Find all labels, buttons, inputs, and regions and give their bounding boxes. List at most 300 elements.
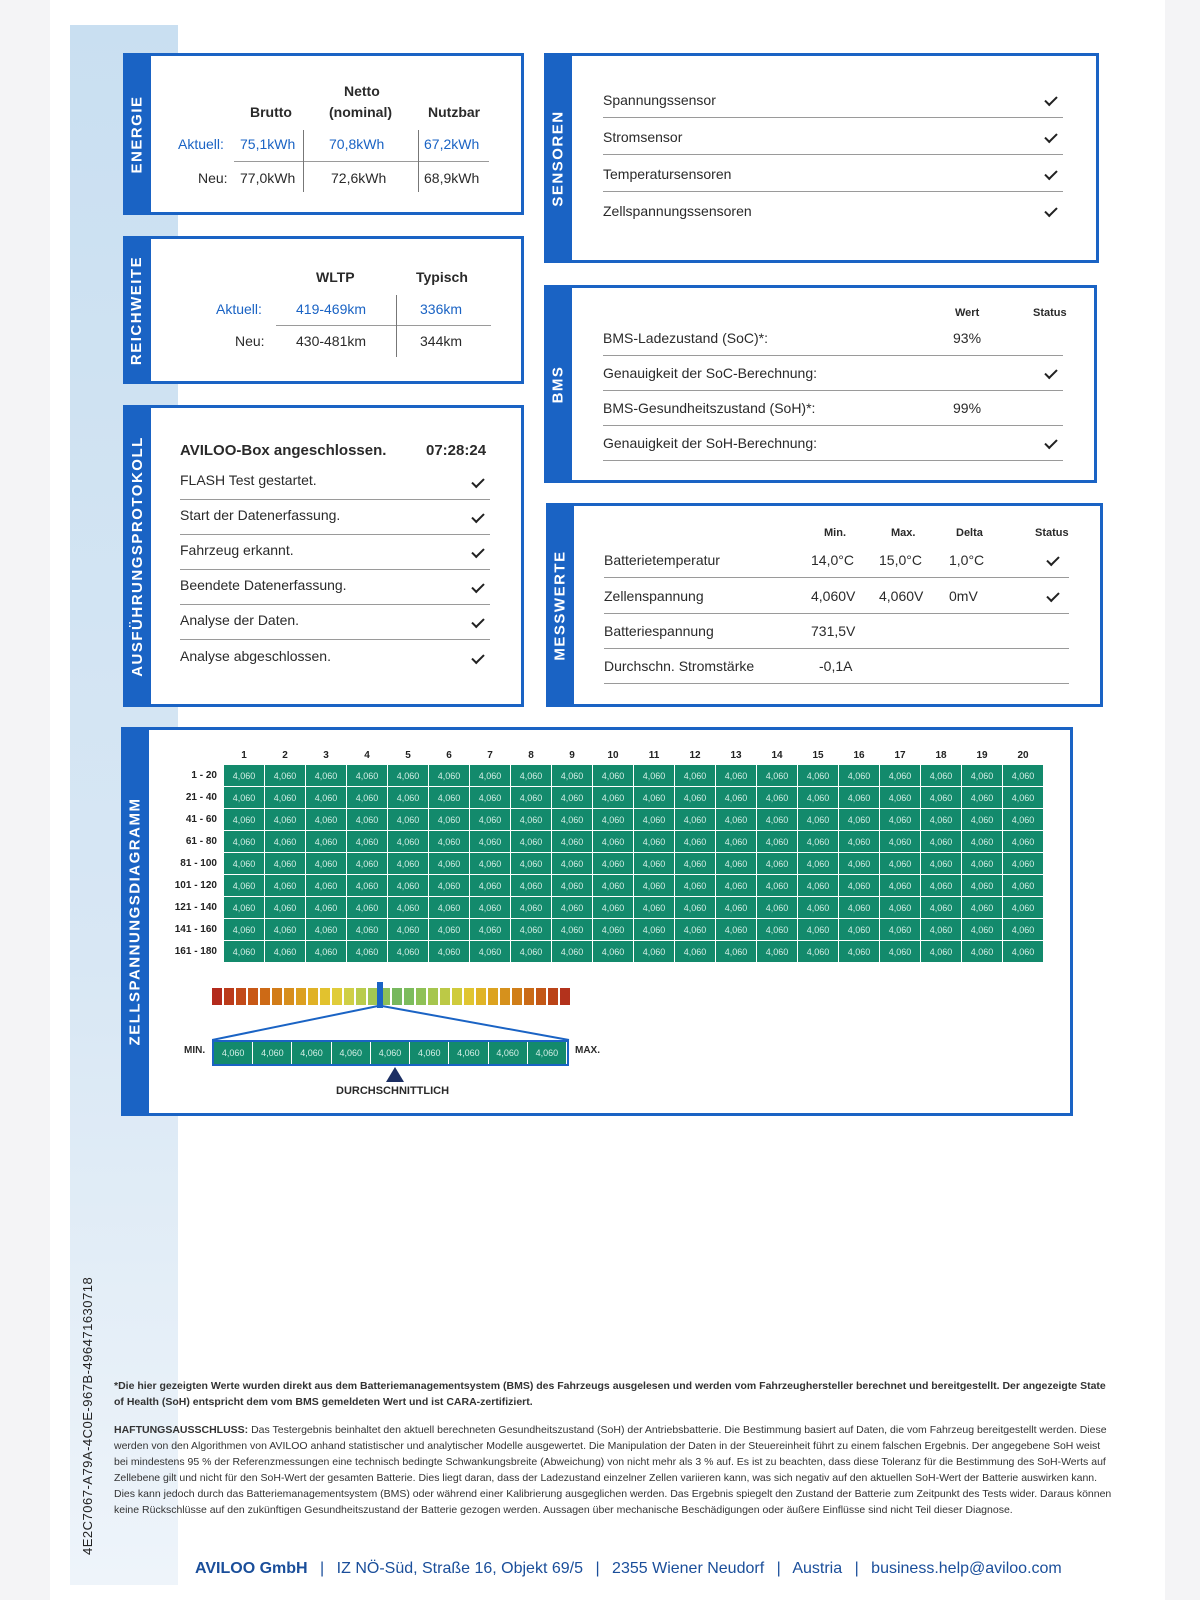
grid-cell: 4,060 xyxy=(634,941,675,963)
disclaimer xyxy=(114,1422,1114,1518)
protokoll-step-label: Analyse abgeschlossen. xyxy=(180,648,331,664)
grid-cell: 4,060 xyxy=(306,875,347,897)
grid-cell: 4,060 xyxy=(429,875,470,897)
footer-email[interactable]: business.help@aviloo.com xyxy=(871,1560,1062,1577)
grid-cell: 4,060 xyxy=(470,897,511,919)
legend-value: 4,060 xyxy=(489,1042,528,1064)
grid-column-header: 18 xyxy=(935,749,947,761)
check-icon xyxy=(471,475,484,488)
grid-cell: 4,060 xyxy=(552,897,593,919)
grid-cell: 4,060 xyxy=(306,853,347,875)
energie-row-label: Neu: xyxy=(198,170,228,186)
bms-soh-value: 99% xyxy=(953,400,982,416)
sensor-label: Temperatursensoren xyxy=(603,166,732,182)
grid-cell: 4,060 xyxy=(839,809,880,831)
messwert-min: -0,1A xyxy=(819,658,853,674)
grid-cell: 4,060 xyxy=(1003,787,1044,809)
protokoll-tab-label: AUSFÜHRUNGSPROTOKOLL xyxy=(128,435,146,677)
grid-cell: 4,060 xyxy=(552,809,593,831)
grid-cell: 4,060 xyxy=(470,919,511,941)
scale-segment xyxy=(212,988,222,1005)
grid-cell: 4,060 xyxy=(1003,853,1044,875)
divider xyxy=(603,191,1063,192)
header-brutto: Brutto xyxy=(250,104,292,120)
grid-cell: 4,060 xyxy=(593,831,634,853)
grid-corner xyxy=(156,746,224,765)
grid-cell: 4,060 xyxy=(224,853,265,875)
grid-cell: 4,060 xyxy=(798,809,839,831)
grid-cell: 4,060 xyxy=(716,941,757,963)
divider xyxy=(234,161,489,162)
grid-cell: 4,060 xyxy=(388,897,429,919)
scale-segment xyxy=(284,988,294,1005)
energie-row-label: Aktuell: xyxy=(178,136,224,152)
scale-segment xyxy=(356,988,366,1005)
scale-segment xyxy=(344,988,354,1005)
reichweite-row-label: Neu: xyxy=(235,333,265,349)
divider xyxy=(604,577,1069,578)
footer-separator: | xyxy=(320,1560,325,1577)
divider xyxy=(418,130,419,192)
divider xyxy=(180,569,490,570)
reichweite-wltp-neu: 430-481km xyxy=(296,333,367,349)
max-label: MAX. xyxy=(575,1045,600,1056)
grid-cell: 4,060 xyxy=(265,919,306,941)
grid-cell: 4,060 xyxy=(880,809,921,831)
grid-cell: 4,060 xyxy=(962,941,1003,963)
grid-cell: 4,060 xyxy=(552,831,593,853)
grid-cell: 4,060 xyxy=(265,809,306,831)
grid-cell: 4,060 xyxy=(634,765,675,787)
messwerte-tab xyxy=(546,503,574,707)
grid-row-label: 61 - 80 xyxy=(185,836,217,847)
grid-cell: 4,060 xyxy=(470,831,511,853)
check-icon xyxy=(1044,167,1057,180)
protokoll-step-label: FLASH Test gestartet. xyxy=(180,472,317,488)
bms-soc-value: 93% xyxy=(953,330,982,346)
grid-cell: 4,060 xyxy=(347,875,388,897)
grid-cell: 4,060 xyxy=(347,941,388,963)
grid-cell: 4,060 xyxy=(224,875,265,897)
grid-cell: 4,060 xyxy=(1003,809,1044,831)
grid-row-label: 41 - 60 xyxy=(185,814,217,825)
grid-cell: 4,060 xyxy=(675,787,716,809)
scale-segment xyxy=(248,988,258,1005)
grid-cell: 4,060 xyxy=(552,853,593,875)
grid-cell: 4,060 xyxy=(921,941,962,963)
messwert-delta: 1,0°C xyxy=(949,552,985,568)
scale-segment xyxy=(272,988,282,1005)
grid-cell: 4,060 xyxy=(798,897,839,919)
grid-cell: 4,060 xyxy=(921,787,962,809)
grid-column-header: 9 xyxy=(569,749,575,761)
divider xyxy=(180,534,490,535)
grid-cell: 4,060 xyxy=(880,897,921,919)
bms-row xyxy=(603,359,1063,395)
grid-cell: 4,060 xyxy=(1003,897,1044,919)
grid-column-header: 4 xyxy=(364,749,370,761)
header-wltp: WLTP xyxy=(316,269,355,285)
protokoll-tab xyxy=(123,405,151,707)
grid-cell: 4,060 xyxy=(757,875,798,897)
grid-cell: 4,060 xyxy=(716,765,757,787)
grid-cell: 4,060 xyxy=(634,919,675,941)
header-status: Status xyxy=(1035,527,1069,539)
min-label: MIN. xyxy=(184,1045,206,1056)
grid-row-label: 161 - 180 xyxy=(174,946,217,957)
grid-column-header: 3 xyxy=(323,749,329,761)
grid-cell: 4,060 xyxy=(347,765,388,787)
grid-cell: 4,060 xyxy=(798,919,839,941)
grid-cell: 4,060 xyxy=(265,831,306,853)
grid-cell: 4,060 xyxy=(265,765,306,787)
grid-cell: 4,060 xyxy=(593,875,634,897)
scale-segment xyxy=(560,988,570,1005)
voltage-legend xyxy=(212,1040,569,1066)
grid-cell: 4,060 xyxy=(224,897,265,919)
sensor-label: Stromsensor xyxy=(603,129,683,145)
check-icon xyxy=(471,580,484,593)
grid-cell: 4,060 xyxy=(429,831,470,853)
grid-cell: 4,060 xyxy=(962,787,1003,809)
energie-tab-label: ENERGIE xyxy=(128,94,146,174)
grid-cell: 4,060 xyxy=(511,787,552,809)
grid-cell: 4,060 xyxy=(593,809,634,831)
grid-cell: 4,060 xyxy=(757,941,798,963)
grid-cell: 4,060 xyxy=(552,765,593,787)
grid-cell: 4,060 xyxy=(388,831,429,853)
grid-cell: 4,060 xyxy=(1003,941,1044,963)
grid-cell: 4,060 xyxy=(921,765,962,787)
protokoll-title: AVILOO-Box angeschlossen. xyxy=(180,442,387,459)
scale-segment xyxy=(392,988,402,1005)
grid-cell: 4,060 xyxy=(429,941,470,963)
grid-row xyxy=(156,897,1044,919)
messwert-max: 4,060V xyxy=(879,588,924,604)
disclaimer-text: Das Testergebnis beinhaltet den aktuell berechneten Gesundheitszustand (SoH) der Antriebsbatterie. Die Bestimmung basiert auf Daten, die vom Fahrzeug bereitgestellt werden. Diese werden von den Algorithmen von AVILOO anhand statistischer und analytischer Modelle ausgewertet. Die Manipulation der Daten in der Steuereinheit führt zu einem falschen Ergebnis. Der angegebene SoH weist bei mindestens 95 % der Referenzmessungen eine technisch bedingte Schwankungsbreite (Abweichung) von nicht mehr als 3 % auf. Es ist zu beachten, dass diese Toleranz für die Bestimmung des SoH-Werts auf Zellebene gilt und nicht für den SoH-Wert der gesamten Batterie. Dies liegt daran, dass der Ladezustand einzelner Zellen variieren kann, was sich negativ auf den aktuellen SoH-Wert der Batterie auswirken kann. Dies kann jedoch durch das Batteriemanagementsystem (BMS) oder während einer Kalibrierung ausgeglichen werden. Das Ergebnis spiegelt den Zustand der Batterie zum Zeitpunkt des Tests wider. Daraus können keine Rückschlüsse auf den zukünftigen Gesundheitszustand der Batterie gezogen werden. Aussagen über mechanische Beschädigungen oder äußere Einflüsse sind nicht Teil dieser Diagnose. xyxy=(114,1424,1112,1516)
bms-tab-label: BMS xyxy=(549,365,567,403)
protokoll-step xyxy=(180,466,490,502)
grid-cell: 4,060 xyxy=(1003,831,1044,853)
header-status: Status xyxy=(1033,307,1067,319)
grid-column-header: 13 xyxy=(730,749,742,761)
grid-cell: 4,060 xyxy=(593,765,634,787)
grid-cell: 4,060 xyxy=(757,853,798,875)
check-icon xyxy=(1046,553,1059,566)
grid-cell: 4,060 xyxy=(388,853,429,875)
divider xyxy=(604,648,1069,649)
grid-cell: 4,060 xyxy=(798,787,839,809)
grid-cell: 4,060 xyxy=(757,809,798,831)
grid-cell: 4,060 xyxy=(552,875,593,897)
grid-cell: 4,060 xyxy=(511,809,552,831)
grid-cell: 4,060 xyxy=(470,853,511,875)
scale-segment xyxy=(500,988,510,1005)
grid-cell: 4,060 xyxy=(388,875,429,897)
grid-cell: 4,060 xyxy=(921,875,962,897)
grid-cell: 4,060 xyxy=(675,853,716,875)
scale-segment xyxy=(464,988,474,1005)
messwerte-section xyxy=(546,503,1103,707)
grid-column-header: 16 xyxy=(853,749,865,761)
divider xyxy=(603,390,1063,391)
grid-cell: 4,060 xyxy=(962,853,1003,875)
grid-cell: 4,060 xyxy=(962,765,1003,787)
grid-cell: 4,060 xyxy=(306,765,347,787)
average-label: DURCHSCHNITTLICH xyxy=(336,1085,450,1097)
grid-cell: 4,060 xyxy=(593,853,634,875)
grid-column-header: 11 xyxy=(648,749,660,761)
messwert-min: 731,5V xyxy=(811,623,856,639)
grid-cell: 4,060 xyxy=(593,897,634,919)
energie-nutzbar-aktuell: 67,2kWh xyxy=(424,136,480,152)
grid-cell: 4,060 xyxy=(921,809,962,831)
scale-segment xyxy=(332,988,342,1005)
legend-value: 4,060 xyxy=(528,1042,567,1064)
check-icon xyxy=(1044,436,1057,449)
grid-cell: 4,060 xyxy=(552,787,593,809)
grid-cell: 4,060 xyxy=(511,919,552,941)
grid-row-label: 21 - 40 xyxy=(185,792,217,803)
grid-row-label: 1 - 20 xyxy=(191,770,217,781)
grid-column-header: 7 xyxy=(487,749,493,761)
energie-netto-aktuell: 70,8kWh xyxy=(329,136,385,152)
bms-row-label: BMS-Gesundheitszustand (SoH)*: xyxy=(603,400,816,416)
bms-tab xyxy=(544,285,572,483)
grid-cell: 4,060 xyxy=(347,831,388,853)
divider xyxy=(180,604,490,605)
grid-cell: 4,060 xyxy=(1003,875,1044,897)
scale-segment xyxy=(260,988,270,1005)
grid-cell: 4,060 xyxy=(347,897,388,919)
grid-cell: 4,060 xyxy=(224,765,265,787)
scale-segment xyxy=(488,988,498,1005)
grid-cell: 4,060 xyxy=(716,919,757,941)
sensor-label: Spannungssensor xyxy=(603,92,716,108)
grid-cell: 4,060 xyxy=(757,831,798,853)
messwert-row xyxy=(604,617,1069,653)
sensor-item xyxy=(603,160,1063,196)
bms-row xyxy=(603,429,1063,465)
grid-cell: 4,060 xyxy=(552,941,593,963)
header-delta: Delta xyxy=(956,527,983,539)
grid-cell: 4,060 xyxy=(962,809,1003,831)
grid-cell: 4,060 xyxy=(880,853,921,875)
grid-cell: 4,060 xyxy=(634,875,675,897)
grid-cell: 4,060 xyxy=(757,787,798,809)
grid-cell: 4,060 xyxy=(716,809,757,831)
grid-row-label: 81 - 100 xyxy=(180,858,217,869)
sensor-item xyxy=(603,86,1063,122)
grid-cell: 4,060 xyxy=(224,941,265,963)
messwert-row xyxy=(604,546,1069,582)
grid-cell: 4,060 xyxy=(388,919,429,941)
scale-segment xyxy=(224,988,234,1005)
grid-cell: 4,060 xyxy=(634,853,675,875)
footer-country: Austria xyxy=(792,1560,843,1577)
footer-city: 2355 Wiener Neudorf xyxy=(612,1560,765,1577)
grid-cell: 4,060 xyxy=(675,875,716,897)
scale-segment xyxy=(236,988,246,1005)
grid-cell: 4,060 xyxy=(962,919,1003,941)
grid-cell: 4,060 xyxy=(1003,919,1044,941)
grid-cell: 4,060 xyxy=(429,765,470,787)
grid-row-label: 141 - 160 xyxy=(174,924,217,935)
grid-cell: 4,060 xyxy=(265,853,306,875)
header-netto: Netto xyxy=(344,83,380,99)
grid-cell: 4,060 xyxy=(224,787,265,809)
grid-cell: 4,060 xyxy=(265,787,306,809)
messwert-delta: 0mV xyxy=(949,588,978,604)
zellspannung-tab-label: ZELLSPANNUNGSDIAGRAMM xyxy=(126,797,144,1046)
divider xyxy=(603,154,1063,155)
grid-cell: 4,060 xyxy=(675,941,716,963)
reichweite-wltp-aktuell: 419-469km xyxy=(296,301,367,317)
divider xyxy=(180,639,490,640)
energie-nutzbar-neu: 68,9kWh xyxy=(424,170,480,186)
protokoll-step xyxy=(180,536,490,572)
grid-cell: 4,060 xyxy=(839,765,880,787)
scale-zoom-lines xyxy=(212,1004,572,1042)
protokoll-time: 07:28:24 xyxy=(426,442,487,459)
check-icon xyxy=(471,545,484,558)
grid-cell: 4,060 xyxy=(388,941,429,963)
grid-cell: 4,060 xyxy=(798,853,839,875)
messwert-label: Batteriespannung xyxy=(604,623,714,639)
reichweite-tab xyxy=(123,236,151,384)
grid-cell: 4,060 xyxy=(347,919,388,941)
grid-cell: 4,060 xyxy=(470,765,511,787)
header-min: Min. xyxy=(824,527,846,539)
divider xyxy=(604,683,1069,684)
cell-voltage-grid xyxy=(156,746,1044,963)
messwert-label: Zellenspannung xyxy=(604,588,704,604)
grid-column-header: 8 xyxy=(528,749,534,761)
check-icon xyxy=(1044,130,1057,143)
header-netto-nominal: (nominal) xyxy=(329,104,392,120)
grid-cell: 4,060 xyxy=(839,897,880,919)
grid-cell: 4,060 xyxy=(798,831,839,853)
grid-cell: 4,060 xyxy=(224,919,265,941)
grid-cell: 4,060 xyxy=(224,809,265,831)
grid-column-header: 17 xyxy=(894,749,906,761)
grid-cell: 4,060 xyxy=(716,787,757,809)
grid-column-header: 15 xyxy=(812,749,824,761)
grid-cell: 4,060 xyxy=(306,831,347,853)
divider xyxy=(604,613,1069,614)
bms-section xyxy=(544,285,1097,483)
grid-row xyxy=(156,941,1044,963)
sensoren-tab-label: SENSOREN xyxy=(549,109,567,207)
scale-segment xyxy=(416,988,426,1005)
protokoll-step xyxy=(180,606,490,642)
scale-segment xyxy=(308,988,318,1005)
footer xyxy=(195,1560,1062,1578)
reichweite-tab-label: REICHWEITE xyxy=(128,255,146,365)
grid-cell: 4,060 xyxy=(347,809,388,831)
grid-row xyxy=(156,919,1044,941)
check-icon xyxy=(1044,93,1057,106)
grid-column-header: 20 xyxy=(1017,749,1029,761)
grid-cell: 4,060 xyxy=(675,809,716,831)
average-triangle-icon xyxy=(386,1067,404,1082)
divider xyxy=(180,499,490,500)
scale-segment xyxy=(320,988,330,1005)
grid-cell: 4,060 xyxy=(470,787,511,809)
footer-separator: | xyxy=(854,1560,859,1577)
grid-cell: 4,060 xyxy=(593,941,634,963)
grid-cell: 4,060 xyxy=(839,875,880,897)
messwert-row xyxy=(604,582,1069,618)
grid-cell: 4,060 xyxy=(798,765,839,787)
legend-value: 4,060 xyxy=(332,1042,371,1064)
grid-cell: 4,060 xyxy=(511,875,552,897)
grid-cell: 4,060 xyxy=(962,875,1003,897)
protokoll-section xyxy=(123,405,524,707)
legend-value: 4,060 xyxy=(410,1042,449,1064)
protokoll-step xyxy=(180,571,490,607)
reichweite-typisch-aktuell: 336km xyxy=(420,301,463,317)
grid-cell: 4,060 xyxy=(429,919,470,941)
protokoll-step-label: Fahrzeug erkannt. xyxy=(180,542,294,558)
scale-segment xyxy=(512,988,522,1005)
grid-cell: 4,060 xyxy=(634,787,675,809)
grid-row xyxy=(156,875,1044,897)
energie-brutto-aktuell: 75,1kWh xyxy=(240,136,296,152)
grid-cell: 4,060 xyxy=(921,853,962,875)
energie-tab xyxy=(123,53,151,215)
grid-cell: 4,060 xyxy=(265,875,306,897)
grid-cell: 4,060 xyxy=(552,919,593,941)
scale-segment xyxy=(404,988,414,1005)
divider xyxy=(396,295,397,357)
legend-value: 4,060 xyxy=(214,1042,253,1064)
grid-cell: 4,060 xyxy=(798,875,839,897)
grid-cell: 4,060 xyxy=(880,875,921,897)
grid-cell: 4,060 xyxy=(757,919,798,941)
protokoll-step-label: Start der Datenerfassung. xyxy=(180,507,341,523)
grid-cell: 4,060 xyxy=(962,897,1003,919)
legend-value: 4,060 xyxy=(449,1042,488,1064)
messwert-max: 15,0°C xyxy=(879,552,922,568)
reichweite-row-label: Aktuell: xyxy=(216,301,262,317)
bms-row xyxy=(603,394,1063,430)
scale-segment xyxy=(524,988,534,1005)
scale-segment xyxy=(428,988,438,1005)
scale-segment xyxy=(548,988,558,1005)
sensoren-tab xyxy=(544,53,572,263)
check-icon xyxy=(1044,204,1057,217)
grid-cell: 4,060 xyxy=(880,787,921,809)
grid-cell: 4,060 xyxy=(757,897,798,919)
grid-cell: 4,060 xyxy=(306,919,347,941)
bms-row-label: BMS-Ladezustand (SoC)*: xyxy=(603,330,768,346)
grid-cell: 4,060 xyxy=(962,831,1003,853)
scale-segment xyxy=(476,988,486,1005)
grid-column-header: 19 xyxy=(976,749,988,761)
grid-cell: 4,060 xyxy=(306,809,347,831)
messwert-label: Durchschn. Stromstärke xyxy=(604,658,755,674)
grid-cell: 4,060 xyxy=(347,853,388,875)
grid-cell: 4,060 xyxy=(470,875,511,897)
grid-cell: 4,060 xyxy=(429,897,470,919)
reichweite-typisch-neu: 344km xyxy=(420,333,463,349)
grid-column-header: 14 xyxy=(771,749,783,761)
grid-cell: 4,060 xyxy=(306,897,347,919)
grid-cell: 4,060 xyxy=(511,831,552,853)
grid-row xyxy=(156,787,1044,809)
grid-cell: 4,060 xyxy=(675,897,716,919)
